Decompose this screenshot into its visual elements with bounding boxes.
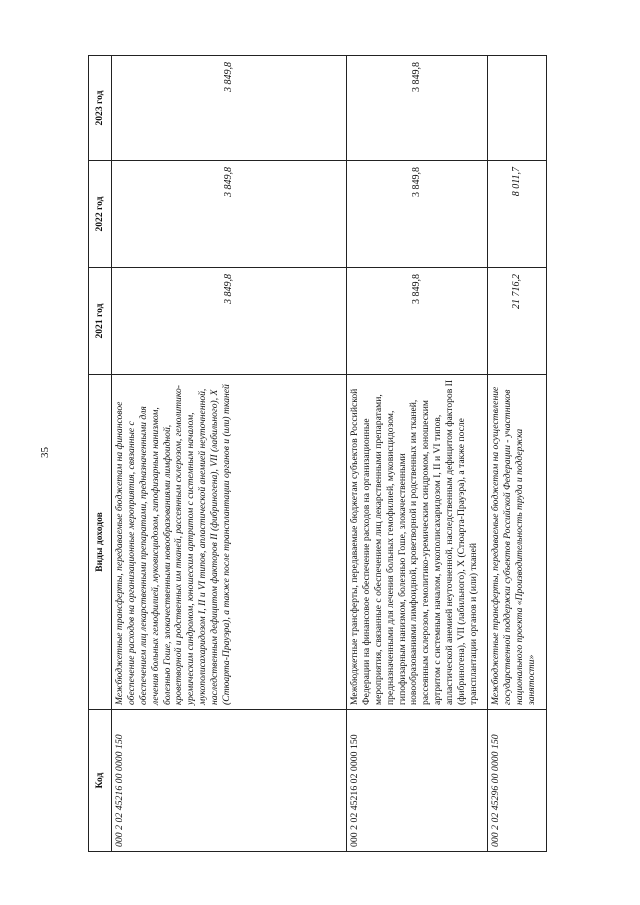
table-row bbox=[347, 56, 488, 852]
page-number-text: 35 bbox=[39, 447, 51, 458]
row-name: Межбюджетные трансферты, передаваемые бюджетам на осуществление государственной поддержки субъектов Российской Федерации - участников национального проекта «Производительность труда и поддержка занятости» bbox=[488, 375, 547, 710]
row-value-2023 bbox=[488, 56, 547, 161]
row-value-2021: 21 716,2 bbox=[488, 268, 547, 375]
header-name: Виды доходов bbox=[89, 375, 112, 710]
row-name: Межбюджетные трансферты, передаваемые бюджетам на финансовое обеспечение расходов на организационные мероприятия, связанные с обеспечением лиц лекарственными препаратами, предназначенными для лечения больных гемофилией, муковисцидозом, гипофизарным нанизмом, болезнью Гоше, злокачественными новообразованиями лимфоидной, кроветворной и родственных им тканей, рассеянным склерозом, гемолитико-уремическим синдромом, юношеским артритом с системным началом, мукополисахаридозом I, II и VI типов, апластической анемией неуточненной, наследственным дефицитом факторов II (фибриногена), VII (лабильного), X (Стюарта-Прауэра), а также после трансплантации органов и (или) тканей bbox=[112, 375, 347, 710]
row-value-2022: 3 849,8 bbox=[112, 161, 347, 268]
row-value-2022: 3 849,8 bbox=[347, 161, 488, 268]
row-value-2023: 3 849,8 bbox=[112, 56, 347, 161]
row-value-2022: 8 011,7 bbox=[488, 161, 547, 268]
table-header-row bbox=[89, 56, 112, 852]
table-row bbox=[488, 56, 547, 852]
row-name: Межбюджетные трансферты, передаваемые бюджетам субъектов Российской Федерации на финансовое обеспечение расходов на организационные мероприятия, связанные с обеспечением лиц лекарственными препаратами, предназначенными для лечения больных гемофилией, муковисцидозом, гипофизарным нанизмом, болезнью Гоше, злокачественными новообразованиями лимфоидной, кроветворной и родственных им тканей, рассеянным склерозом, гемолитико-уремическим синдромом, юношеским артритом с системным началом, мукополисахаридозом I, II и VI типов, апластической анемией неуточненной, наследственным дефицитом факторов II (фибриногена), VII (лабильного), X (Стюарта-Прауэра), а также после трансплантации органов и (или) тканей bbox=[347, 375, 488, 710]
row-value-2023: 3 849,8 bbox=[347, 56, 488, 161]
revenue-table-container bbox=[88, 56, 537, 852]
row-code: 000 2 02 45216 00 0000 150 bbox=[112, 710, 347, 852]
header-2021: 2021 год bbox=[89, 268, 112, 375]
revenue-table bbox=[88, 55, 547, 852]
header-2022: 2022 год bbox=[89, 161, 112, 268]
row-code: 000 2 02 45216 02 0000 150 bbox=[347, 710, 488, 852]
header-2023: 2023 год bbox=[89, 56, 112, 161]
row-value-2021: 3 849,8 bbox=[347, 268, 488, 375]
row-value-2021: 3 849,8 bbox=[112, 268, 347, 375]
page-number bbox=[0, 447, 51, 480]
row-code: 000 2 02 45296 00 0000 150 bbox=[488, 710, 547, 852]
header-code: Код bbox=[89, 710, 112, 852]
table-row bbox=[112, 56, 347, 852]
